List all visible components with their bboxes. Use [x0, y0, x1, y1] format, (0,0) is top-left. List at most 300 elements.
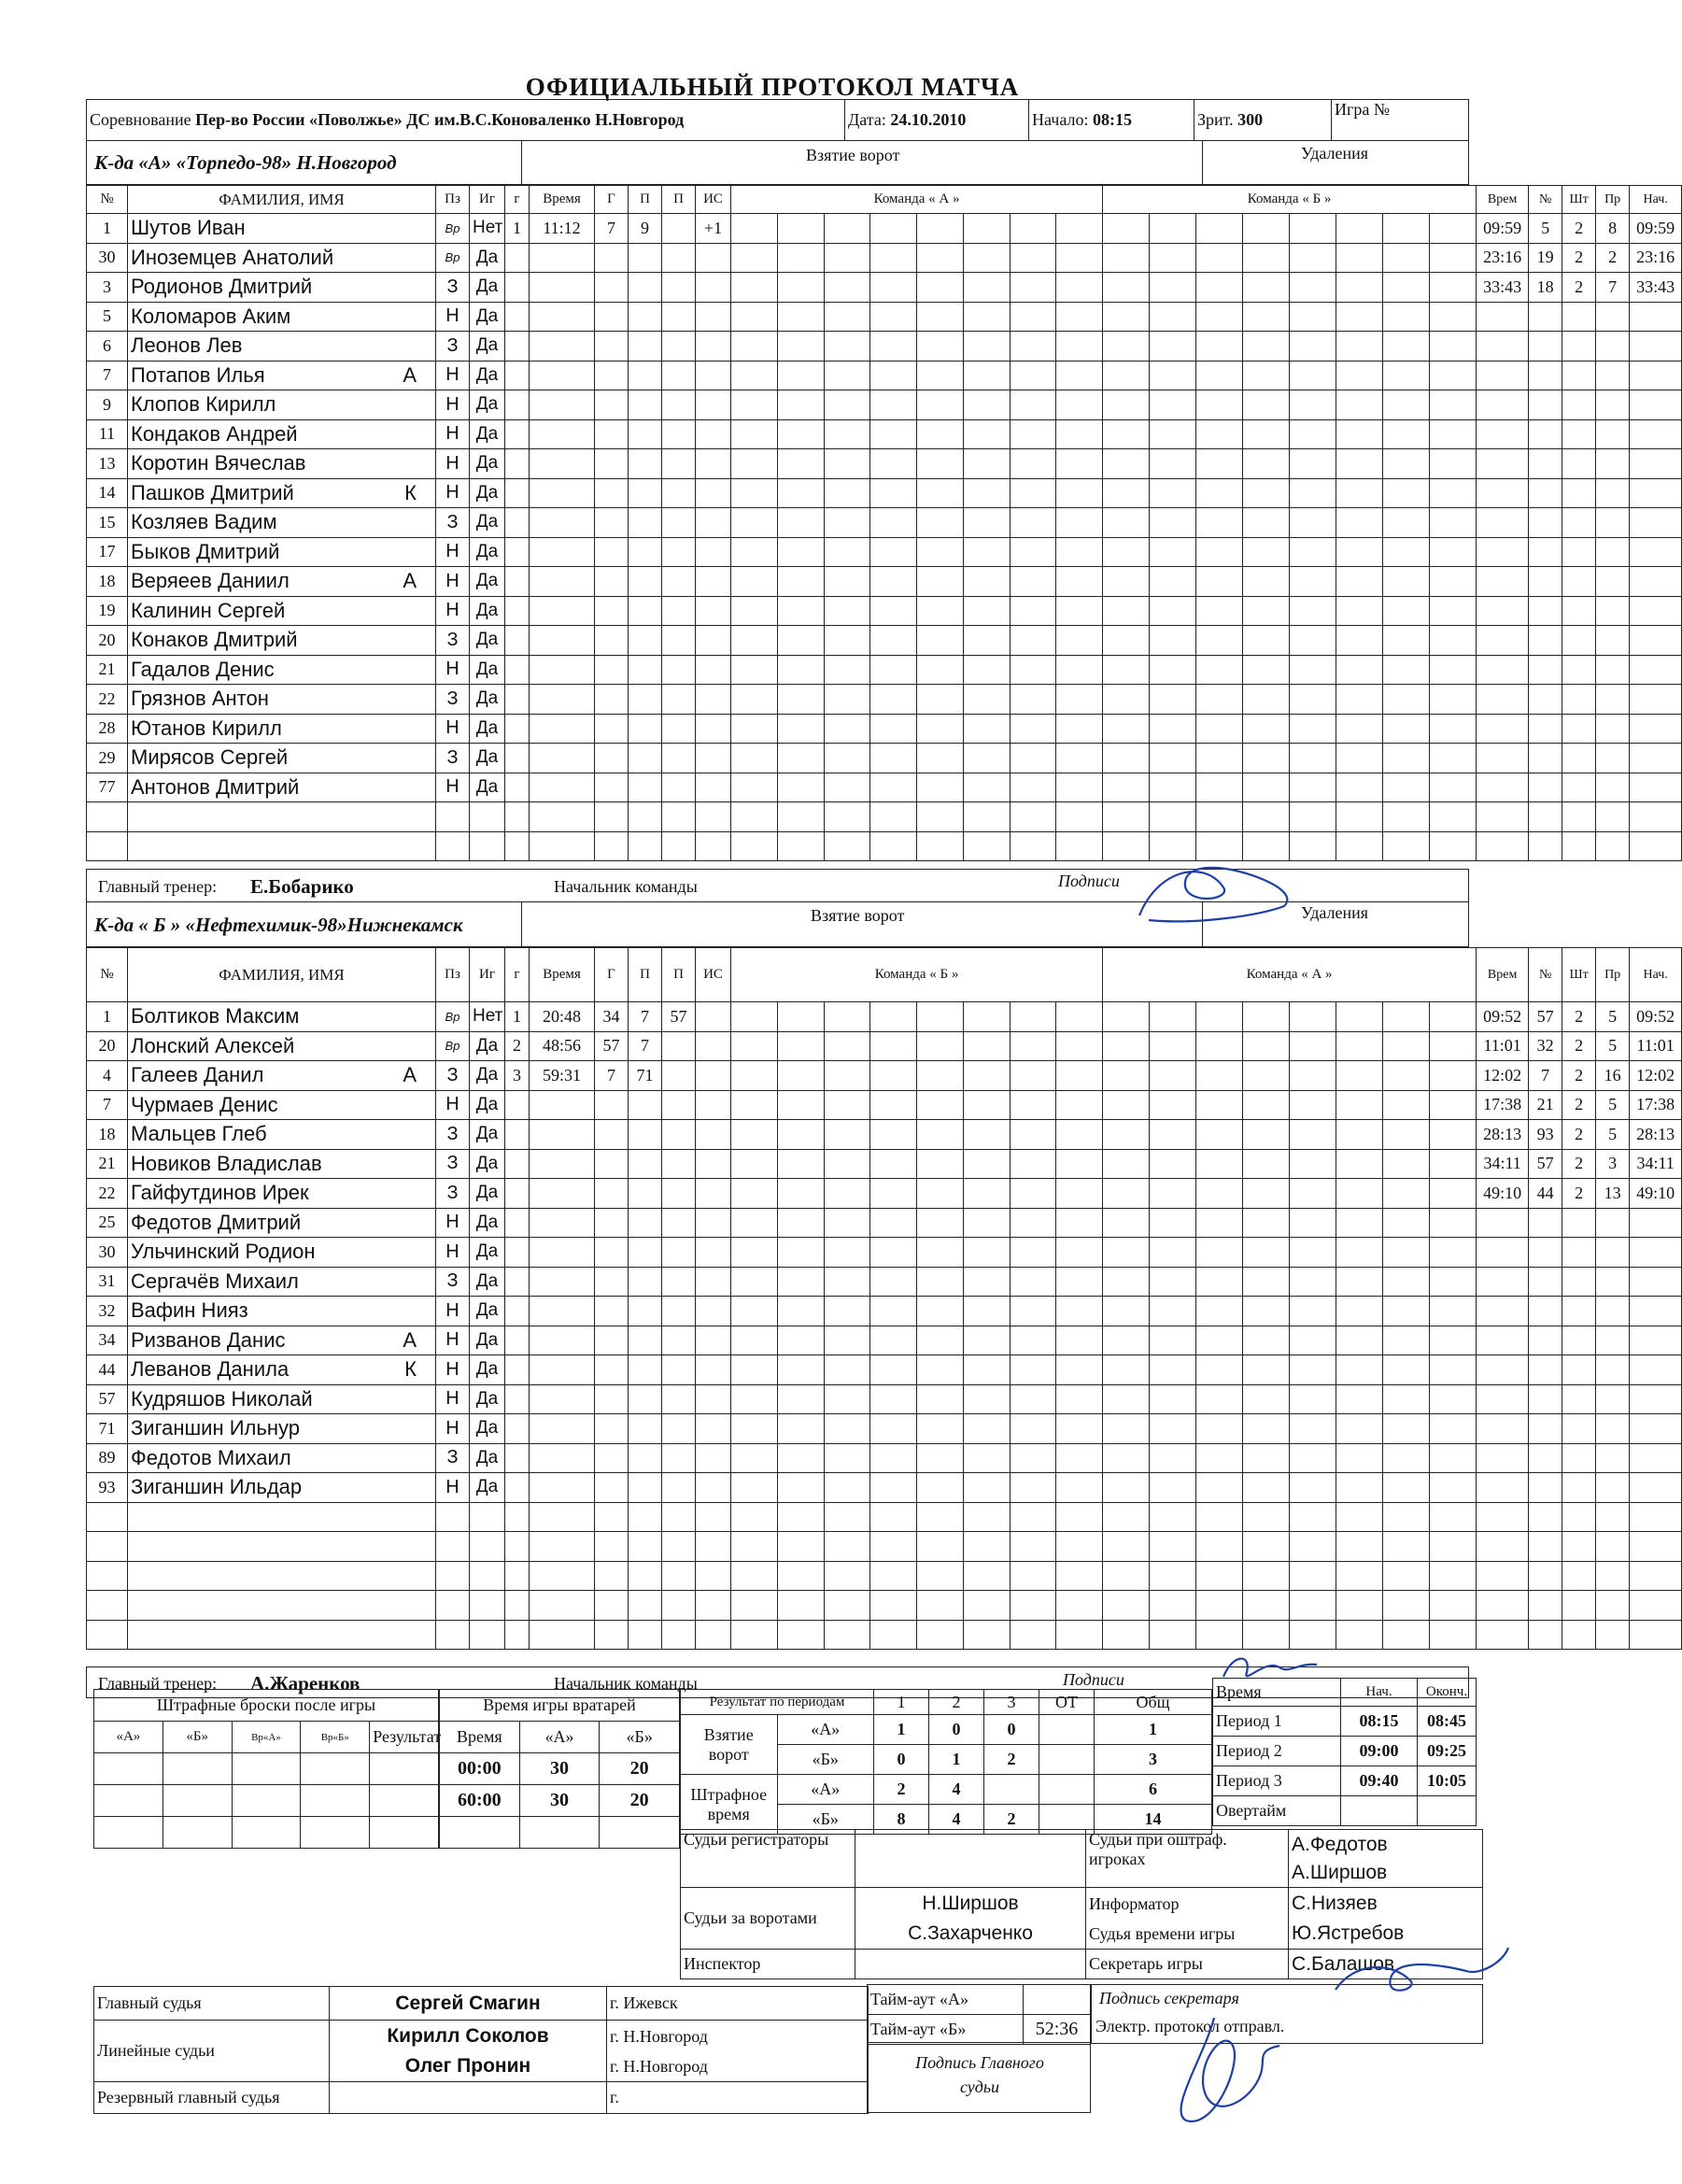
goal-grid-cell — [870, 390, 917, 420]
goal-grid-cell — [917, 390, 964, 420]
goal-grid-cell — [1103, 773, 1150, 802]
goal-index — [505, 1620, 530, 1650]
player-position: Н — [436, 537, 470, 567]
goal-grid-cell — [1196, 1473, 1243, 1503]
player-number: 21 — [87, 1149, 128, 1179]
goal-index — [505, 567, 530, 597]
goal-index — [505, 1120, 530, 1150]
goal-assist-1 — [629, 1297, 662, 1326]
goal-grid-cell — [777, 1179, 824, 1209]
goal-grid-cell — [731, 1002, 778, 1032]
goal-grid-cell — [1150, 332, 1196, 362]
goal-grid-cell — [1336, 596, 1383, 626]
goal-grid-cell — [1150, 1326, 1196, 1355]
player-played: Да — [470, 390, 505, 420]
player-played: Да — [470, 1414, 505, 1444]
pen-min: 2 — [1562, 1090, 1596, 1120]
pen-reason: 5 — [1596, 1120, 1630, 1150]
goal-time — [530, 685, 595, 715]
goal-grid-cell — [1336, 1120, 1383, 1150]
player-row — [87, 1090, 1682, 1120]
goal-grid-cell — [731, 655, 778, 685]
player-name-text: Леонов Лев — [131, 333, 243, 358]
player-role: А — [403, 569, 417, 593]
pim-b-p1: 8 — [874, 1805, 929, 1835]
goal-grid-cell — [1383, 273, 1430, 303]
linesmen-values — [330, 2021, 607, 2082]
pen-min — [1562, 1384, 1596, 1414]
goal-grid-cell — [963, 1297, 1010, 1326]
goal-time — [530, 1238, 595, 1268]
goal-grid-cell — [824, 537, 870, 567]
period-results-title: Результат по периодам — [681, 1690, 874, 1715]
goal-grid-cell — [731, 478, 778, 508]
goal-assist-1 — [629, 1179, 662, 1209]
goal-grid-cell — [1056, 1179, 1103, 1209]
goal-grid-cell — [1056, 508, 1103, 538]
player-name-text: Потапов Илья — [131, 362, 265, 387]
pim-b-total: 14 — [1095, 1805, 1212, 1835]
pen-start — [1630, 537, 1682, 567]
goal-judge: С.Захарченко — [908, 1922, 1033, 1944]
period-pim-label: Штрафное время — [681, 1775, 778, 1835]
goal-time — [530, 1120, 595, 1150]
goal-grid-cell — [1103, 1355, 1150, 1385]
goal-grid-cell — [1383, 537, 1430, 567]
pen-start — [1630, 831, 1682, 861]
player-number: 34 — [87, 1326, 128, 1355]
goal-grid-cell — [870, 1326, 917, 1355]
goal-grid-cell — [963, 1414, 1010, 1444]
goal-grid-cell — [1430, 1002, 1477, 1032]
pen-start — [1630, 1591, 1682, 1621]
goal-grid-cell — [1010, 802, 1056, 832]
goal-assist-2 — [662, 449, 696, 479]
secretary-value: С.Балашов — [1289, 1950, 1483, 1979]
goal-grid-cell — [777, 1532, 824, 1562]
pen-time — [1477, 478, 1529, 508]
goal-grid-cell — [824, 273, 870, 303]
goal-grid-cell — [1383, 214, 1430, 244]
pen-reason — [1596, 831, 1630, 861]
player-played — [470, 802, 505, 832]
goal-assist-1 — [629, 1502, 662, 1532]
goal-grid-cell — [1243, 1297, 1290, 1326]
goal-grid-cell — [870, 1179, 917, 1209]
pen-min: 2 — [1562, 1002, 1596, 1032]
goal-strength — [696, 449, 731, 479]
goal-grid-cell — [1383, 744, 1430, 773]
goal-grid-cell — [1383, 449, 1430, 479]
goalie-row-time: 60:00 — [440, 1785, 520, 1817]
goal-grid-cell — [1383, 1384, 1430, 1414]
player-number: 30 — [87, 243, 128, 273]
goal-grid-cell — [1010, 332, 1056, 362]
goal-grid-cell — [1243, 302, 1290, 332]
goal-grid-cell — [963, 773, 1010, 802]
goal-index — [505, 332, 530, 362]
shootout-col-a: «А» — [94, 1722, 163, 1753]
team-a-coach-value: Е.Бобарико — [250, 875, 354, 898]
goal-grid-cell — [963, 1326, 1010, 1355]
goal-grid-cell — [1196, 567, 1243, 597]
goal-assist-2 — [662, 214, 696, 244]
goal-grid-cell — [1150, 1061, 1196, 1091]
goal-grid-cell — [824, 685, 870, 715]
goal-grid-cell — [1150, 1090, 1196, 1120]
goal-grid-cell — [1150, 655, 1196, 685]
goal-grid-cell — [1383, 1061, 1430, 1091]
col-name: ФАМИЛИЯ, ИМЯ — [128, 948, 436, 1002]
goal-grid-cell — [1243, 773, 1290, 802]
goal-judge: Н.Ширшов — [922, 1892, 1019, 1914]
goal-strength — [696, 802, 731, 832]
player-name — [128, 1208, 436, 1238]
goal-scorer — [595, 478, 629, 508]
goal-index — [505, 1502, 530, 1532]
goal-grid-cell — [1056, 1031, 1103, 1061]
goal-grid-cell — [1430, 1179, 1477, 1209]
player-position — [436, 802, 470, 832]
pen-reason — [1596, 1297, 1630, 1326]
goal-strength — [696, 1561, 731, 1591]
player-name-text: Иноземцев Анатолий — [131, 245, 334, 269]
goal-grid-cell — [1196, 478, 1243, 508]
venue-value: ДС им.В.С.Коноваленко Н.Новгород — [406, 110, 685, 129]
goal-grid-cell — [1150, 773, 1196, 802]
team-b-coach-value: А.Жаренков — [250, 1672, 360, 1695]
period-goals-team-b: «Б» — [777, 1745, 874, 1775]
player-number: 31 — [87, 1267, 128, 1297]
goal-grid-cell — [1383, 243, 1430, 273]
goal-grid-cell — [1056, 1561, 1103, 1591]
pen-start — [1630, 1473, 1682, 1503]
goal-grid-cell — [1150, 390, 1196, 420]
goal-grid-cell — [1430, 1384, 1477, 1414]
player-played: Да — [470, 1238, 505, 1268]
goal-grid-cell — [1010, 1238, 1056, 1268]
goal-grid-cell — [870, 1355, 917, 1385]
goal-grid-cell — [1243, 508, 1290, 538]
pen-reason — [1596, 361, 1630, 390]
goal-grid-cell — [1243, 1002, 1290, 1032]
goal-grid-cell — [917, 1090, 964, 1120]
penalty-box-judge: А.Федотов — [1292, 1833, 1388, 1855]
pen-min — [1562, 537, 1596, 567]
pen-time — [1477, 1532, 1529, 1562]
goal-grid-cell — [1150, 1238, 1196, 1268]
goal-grid-cell — [1290, 1473, 1336, 1503]
goal-grid-cell — [1383, 1238, 1430, 1268]
goal-grid-cell — [1290, 214, 1336, 244]
goal-strength — [696, 332, 731, 362]
goal-assist-1 — [629, 744, 662, 773]
col-a2: П — [662, 186, 696, 214]
player-name-text: Чурмаев Денис — [131, 1092, 278, 1116]
goal-grid-cell — [824, 1238, 870, 1268]
col-pos: Пз — [436, 186, 470, 214]
goal-strength — [696, 478, 731, 508]
goal-strength — [696, 1031, 731, 1061]
goal-grid-cell — [1010, 1561, 1056, 1591]
referees-table — [93, 1986, 869, 2114]
goal-grid-cell — [1430, 685, 1477, 715]
goal-grid-cell — [731, 1326, 778, 1355]
goal-grid-cell — [1243, 1355, 1290, 1385]
player-played: Да — [470, 1326, 505, 1355]
goal-grid-cell — [731, 361, 778, 390]
period-time-label: Период 2 — [1213, 1737, 1341, 1766]
goal-grid-cell — [963, 1031, 1010, 1061]
player-name — [128, 1267, 436, 1297]
goal-grid-cell — [1056, 1443, 1103, 1473]
goal-assist-1 — [629, 714, 662, 744]
goal-grid-cell — [963, 1090, 1010, 1120]
player-name-text: Гайфутдинов Ирек — [131, 1181, 309, 1205]
eprotocol-label: Электр. протокол отправл. — [1095, 2017, 1285, 2035]
goal-grid-cell — [1243, 1238, 1290, 1268]
player-row — [87, 1502, 1682, 1532]
goal-grid-cell — [1103, 1031, 1150, 1061]
period-time-end: 09:25 — [1418, 1737, 1477, 1766]
goal-grid-cell — [1150, 744, 1196, 773]
player-name-text: Веряеев Даниил — [131, 569, 290, 593]
player-row — [87, 449, 1682, 479]
pen-num: 44 — [1529, 1179, 1562, 1209]
goal-assist-2 — [662, 1620, 696, 1650]
player-position: З — [436, 332, 470, 362]
pen-start: 11:01 — [1630, 1031, 1682, 1061]
goal-grid-cell — [1010, 1208, 1056, 1238]
goal-strength: +1 — [696, 214, 731, 244]
player-played — [470, 1532, 505, 1562]
goal-grid-cell — [1056, 1238, 1103, 1268]
goal-grid-cell — [917, 1502, 964, 1532]
player-row — [87, 1297, 1682, 1326]
goal-grid-cell — [963, 214, 1010, 244]
goal-scorer — [595, 449, 629, 479]
goal-grid-cell — [1383, 1355, 1430, 1385]
goal-grid-cell — [1336, 332, 1383, 362]
goal-index — [505, 1414, 530, 1444]
team_b-table — [86, 947, 1682, 1650]
pen-start — [1630, 714, 1682, 744]
goal-grid-cell — [1056, 1061, 1103, 1091]
player-name — [128, 831, 436, 861]
goal-grid-cell — [1336, 744, 1383, 773]
goal-grid-cell — [1056, 1267, 1103, 1297]
goal-grid-cell — [1290, 1561, 1336, 1591]
pen-reason — [1596, 537, 1630, 567]
goal-strength — [696, 596, 731, 626]
col-play: Иг — [470, 948, 505, 1002]
goal-grid-cell — [824, 1002, 870, 1032]
player-number: 21 — [87, 655, 128, 685]
pen-start — [1630, 508, 1682, 538]
goal-assist-1 — [629, 685, 662, 715]
goal-grid-cell — [1150, 449, 1196, 479]
pen-num — [1529, 449, 1562, 479]
goal-grid-cell — [917, 1208, 964, 1238]
timeout-a-value — [1024, 1985, 1091, 2015]
pen-start: 23:16 — [1630, 243, 1682, 273]
goal-grid-cell — [1150, 1502, 1196, 1532]
goal-grid-cell — [731, 449, 778, 479]
goal-grid-cell — [1383, 655, 1430, 685]
goal-grid-cell — [1290, 1326, 1336, 1355]
goal-grid-cell — [1383, 685, 1430, 715]
goal-grid-cell — [963, 1502, 1010, 1532]
goal-grid-cell — [1430, 449, 1477, 479]
pen-min — [1562, 302, 1596, 332]
goal-grid-cell — [1243, 478, 1290, 508]
goal-assist-2: 57 — [662, 1002, 696, 1032]
team-b-title: К-да « Б » «Нефтехимик-98»Нижнекамск — [94, 914, 463, 936]
goal-grid-cell — [1103, 626, 1150, 656]
goal-grid-cell — [1150, 273, 1196, 303]
goal-grid-cell — [1056, 1149, 1103, 1179]
goal-grid-cell — [870, 537, 917, 567]
goal-grid-cell — [1056, 361, 1103, 390]
player-row — [87, 1238, 1682, 1268]
goal-index — [505, 714, 530, 744]
goal-grid-cell — [1010, 214, 1056, 244]
pen-reason — [1596, 1561, 1630, 1591]
player-position — [436, 1561, 470, 1591]
player-position: З — [436, 508, 470, 538]
goal-grid-cell — [1056, 1326, 1103, 1355]
pen-time — [1477, 655, 1529, 685]
pen-reason — [1596, 1414, 1630, 1444]
pim-a-p3 — [984, 1775, 1039, 1805]
goal-grid-cell — [1010, 1591, 1056, 1621]
pen-time: 17:38 — [1477, 1090, 1529, 1120]
pen-reason — [1596, 773, 1630, 802]
player-name — [128, 1443, 436, 1473]
reserve-ref-label: Резервный главный судья — [94, 2082, 330, 2114]
pen-time: 28:13 — [1477, 1120, 1529, 1150]
goal-grid-cell — [824, 1502, 870, 1532]
goal-grid-cell — [824, 773, 870, 802]
player-name-text: Коротин Вячеслав — [131, 451, 306, 475]
player-role: К — [404, 1357, 417, 1382]
player-played — [470, 1591, 505, 1621]
goal-grid-cell — [1056, 1473, 1103, 1503]
goal-grid-cell — [1430, 1561, 1477, 1591]
goal-grid-cell — [1383, 361, 1430, 390]
pen-num: 57 — [1529, 1149, 1562, 1179]
goal-grid-cell — [870, 1443, 917, 1473]
goal-time — [530, 1443, 595, 1473]
spectators-value: 300 — [1237, 110, 1264, 129]
player-name-text: Грязнов Антон — [131, 687, 269, 711]
goal-grid-cell — [870, 831, 917, 861]
player-position: Вр — [436, 214, 470, 244]
pen-start — [1630, 802, 1682, 832]
goal-grid-cell — [777, 1620, 824, 1650]
player-position: З — [436, 1149, 470, 1179]
player-number: 22 — [87, 1179, 128, 1209]
goal-assist-2 — [662, 302, 696, 332]
player-name — [128, 1502, 436, 1532]
pen-time — [1477, 1355, 1529, 1385]
goal-grid-cell — [1010, 596, 1056, 626]
pen-min: 2 — [1562, 1179, 1596, 1209]
goal-grid-cell — [1010, 1179, 1056, 1209]
goal-grid-cell — [1290, 1267, 1336, 1297]
goal-grid-cell — [870, 1061, 917, 1091]
goal-grid-cell — [963, 537, 1010, 567]
player-number: 32 — [87, 1297, 128, 1326]
player-position: Н — [436, 361, 470, 390]
goal-grid-cell — [1383, 1149, 1430, 1179]
goal-grid-cell — [777, 1031, 824, 1061]
goal-grid-cell — [1010, 714, 1056, 744]
player-name — [128, 1561, 436, 1591]
goal-strength — [696, 243, 731, 273]
pen-min — [1562, 744, 1596, 773]
pen-start — [1630, 1326, 1682, 1355]
goal-grid-cell — [1243, 567, 1290, 597]
goal-grid-cell — [777, 1355, 824, 1385]
period-goals-team-a: «А» — [777, 1715, 874, 1745]
player-name — [128, 332, 436, 362]
goal-time: 48:56 — [530, 1031, 595, 1061]
pen-min — [1562, 1443, 1596, 1473]
player-position: Н — [436, 1414, 470, 1444]
goal-grid-cell — [1383, 596, 1430, 626]
pen-time — [1477, 361, 1529, 390]
player-position: Н — [436, 1297, 470, 1326]
goal-index: 1 — [505, 214, 530, 244]
goal-grid-cell — [1290, 1031, 1336, 1061]
goal-grid-cell — [1056, 1355, 1103, 1385]
goal-grid-cell — [731, 1267, 778, 1297]
goal-assist-2 — [662, 1355, 696, 1385]
goal-grid-cell — [1290, 567, 1336, 597]
goal-grid-cell — [1336, 1502, 1383, 1532]
col-pen-num: № — [1529, 948, 1562, 1002]
pen-num — [1529, 1561, 1562, 1591]
goal-scorer — [595, 1532, 629, 1562]
goal-assist-2 — [662, 1414, 696, 1444]
goal-scorer — [595, 1473, 629, 1503]
goal-grid-cell — [1196, 1267, 1243, 1297]
goal-grid-cell — [1383, 1120, 1430, 1150]
player-number: 44 — [87, 1355, 128, 1385]
pen-min — [1562, 1238, 1596, 1268]
goal-grid-cell — [1196, 419, 1243, 449]
goal-grid-cell — [1103, 1090, 1150, 1120]
goal-grid-cell — [1290, 1061, 1336, 1091]
goal-grid-cell — [824, 508, 870, 538]
goal-grid-cell — [1383, 332, 1430, 362]
goal-grid-cell — [1383, 1443, 1430, 1473]
goal-grid-cell — [963, 1238, 1010, 1268]
goal-grid-cell — [731, 1090, 778, 1120]
goal-assist-2 — [662, 1384, 696, 1414]
game-timer-label: Судья времени игры — [1089, 1923, 1236, 1943]
col-pen-time: Врем — [1477, 186, 1529, 214]
pen-start — [1630, 1297, 1682, 1326]
goal-assist-1 — [629, 390, 662, 420]
goal-grid-cell — [1056, 449, 1103, 479]
player-row — [87, 685, 1682, 715]
pen-start: 49:10 — [1630, 1179, 1682, 1209]
period-pim-team-a: «А» — [777, 1775, 874, 1805]
pen-start — [1630, 302, 1682, 332]
goal-grid-cell — [1383, 1561, 1430, 1591]
